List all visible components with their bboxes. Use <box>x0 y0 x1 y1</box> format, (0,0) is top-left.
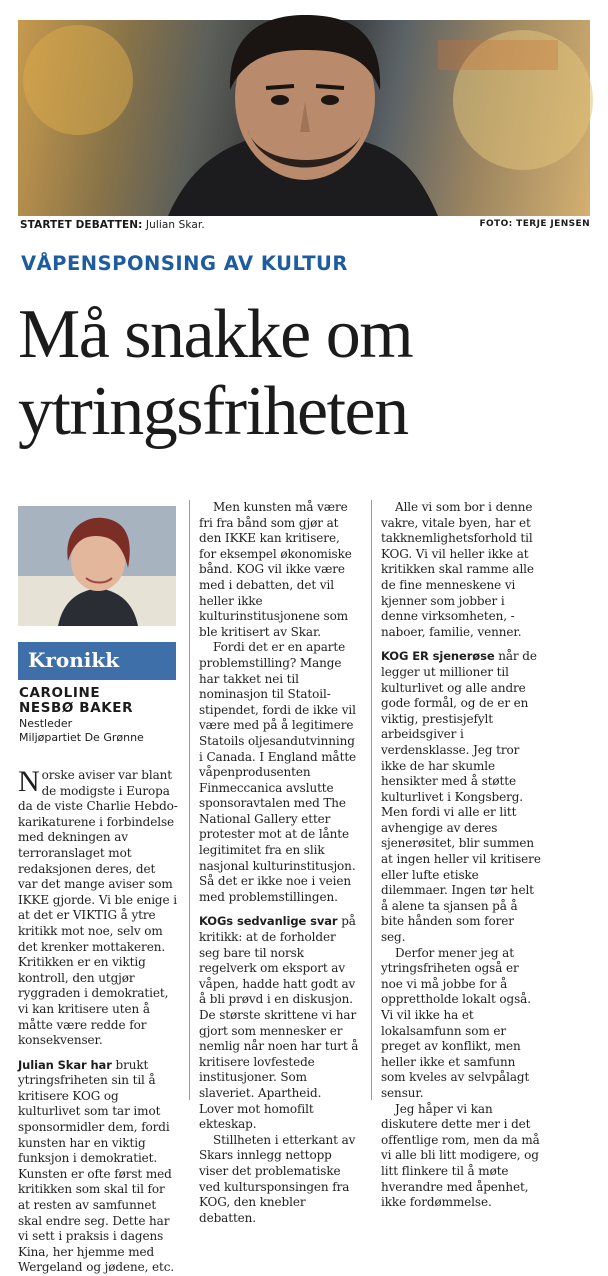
kronikk-label: Kronikk <box>18 642 176 680</box>
paragraph-text: på kritikk: at de forholder seg bare til norsk regelverk om eksport av våpen, hadde hatt godt av å bli prøvd i en diskusjon. De største skrittene vi har gjort som mennesker er nemlig når noen har turt å kritisere lovfestede institusjoner. Som slaveriet. Apartheid. Lover mot homofilt ekteskap. <box>199 914 359 1132</box>
paragraph <box>199 914 359 1132</box>
paragraph: Men kunsten må være fri fra bånd som gjør at den IKKE kan kritisere, for eksempel økonomiske bånd. KOG vil ikke være med i debatten, det vil heller ikke kulturinstitusjonene som ble kritisert av Skar. <box>199 500 352 639</box>
paragraph <box>381 649 541 945</box>
paragraph: Jeg håper vi kan diskutere dette mer i det offentlige rom, men da må vi alle bli litt modigere, og litt flinkere til å møte hverandre med åpenhet, ikke fordømmelse. <box>381 1101 540 1210</box>
headline-line-1: Må snakke om <box>18 296 413 373</box>
paragraph-lead: KOGs sedvanlige svar <box>199 914 338 929</box>
headline-line-2: ytringsfriheten <box>18 373 408 450</box>
paragraph: Fordi det er en aparte problemstilling? Mange har takket nei til nominasjon til Statoil-stipendet, fordi de ikke vil være med på å legitimere Statoils oljesandutvinning i Canada. I England måtte våpenprodusenten Finmeccanica avslutte sponsoravtalen med The National Gallery etter protester mot at de lånte legitimitet fra en slik nasjonal kulturinstitusjon. Så det er ikke noe i veien med problemstillingen. <box>199 640 357 904</box>
portrait-photo-icon <box>18 20 590 216</box>
lead-photo <box>18 20 590 216</box>
paragraph-lead: KOG ER sjenerøse <box>381 649 495 664</box>
author-photo <box>18 506 176 626</box>
paragraph: Alle vi som bor i denne vakre, vitale byen, har et takknemlighetsforhold til KOG. Vi vil heller ikke at kritikken skal ramme alle de fine menneskene vi kjenner som jobber i denne virksomheten, -naboer, familie, venner. <box>381 500 534 639</box>
headline <box>18 296 598 450</box>
author-name-line-2: NESBØ BAKER <box>19 700 134 716</box>
photo-credit: FOTO: TERJE JENSEN <box>479 219 590 229</box>
caption-lead: STARTET DEBATTEN: <box>20 219 143 231</box>
author-name-line-1: CAROLINE <box>19 685 101 701</box>
photo-caption <box>20 219 590 235</box>
paragraph-text: orske aviser var blant de modigste i Europa da de viste Charlie Hebdo-karikaturene i forbindelse med dekningen av terroranslaget mot redaksjonen deres, det var det mange aviser som IKKE gjorde. Vi ble enige i at det er VIKTIG å ytre kritikk mot noe, selv om det krenker mottakeren. Kritikken er en viktig kontroll, den utgjør ryggraden i demokratiet, vi kan kritisere uten å måtte være redde for konsekvenser. <box>18 768 178 1048</box>
paragraph-text: når de legger ut millioner til kulturlivet og alle andre gode formål, og de er en viktig, prestisjefylt arbeidsgiver i verdensklasse. Jeg tror ikke de har skumle hensikter med å støtte kulturlivet i Kongsberg. Men fordi vi alle er litt avhengige av deres sjenerøsitet, blir summen at ingen heller vil kritisere eller lufte etiske dilemmaer. Ingen tør helt å alene ta sjansen på å bite hånden som forer seg. <box>381 649 541 945</box>
author-title: Nestleder <box>19 717 73 730</box>
author-name <box>19 686 179 716</box>
kicker: VÅPENSPONSING AV KULTUR <box>21 252 348 275</box>
column-divider <box>189 500 190 1100</box>
article-column-1 <box>18 765 178 1276</box>
paragraph: Derfor mener jeg at ytringsfriheten også er noe vi må jobbe for å opprettholde lokalt også. Vi vil ikke ha et lokalsamfunn som er preget av konflikt, men heller ikke et samfunn som kveles av selvpålagt sensur. <box>381 945 531 1100</box>
article-column-2 <box>199 500 359 1226</box>
drop-cap: N <box>18 765 40 798</box>
author-party: Miljøpartiet De Grønne <box>19 730 144 744</box>
paragraph-lead: Julian Skar har <box>18 1057 112 1072</box>
paragraph: Stillheten i etterkant av Skars innlegg nettopp viser det problematiske ved kultursponsingen fra KOG, den knebler debatten. <box>199 1132 356 1225</box>
author-portrait-icon <box>18 506 176 626</box>
column-divider <box>371 500 372 1100</box>
author-role <box>19 717 179 744</box>
caption-person: Julian Skar. <box>145 219 205 231</box>
paragraph-text: brukt ytringsfriheten sin til å kritisere KOG og kulturlivet som tar imot sponsormidler dem, fordi kunsten har en viktig funksjon i demokratiet. Kunsten er ofte først med kritikken som skal til for at resten av samfunnet skal endre seg. Dette har vi sett i praksis i dagens Kina, her hjemme med Wergeland og jødene, etc. <box>18 1057 175 1275</box>
paragraph <box>18 1058 178 1276</box>
article-column-3 <box>381 500 541 1211</box>
paragraph <box>18 765 178 1049</box>
